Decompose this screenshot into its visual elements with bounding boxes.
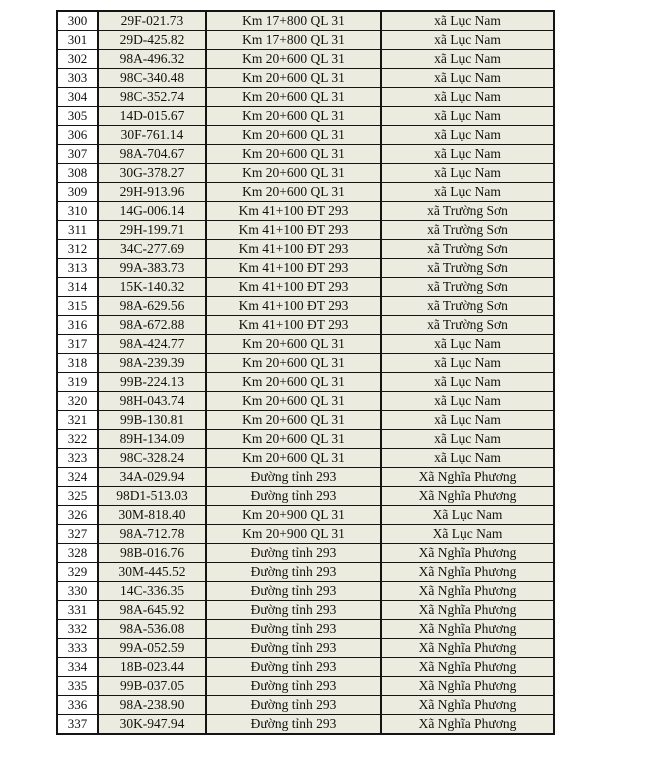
cell-license-plate: 98C-328.24 — [98, 449, 206, 468]
cell-license-plate: 98A-712.78 — [98, 525, 206, 544]
cell-violation-location: Km 41+100 ĐT 293 — [206, 278, 381, 297]
table-row — [57, 164, 554, 183]
table-row — [57, 544, 554, 563]
cell-index: 324 — [57, 468, 98, 487]
cell-license-plate: 30M-818.40 — [98, 506, 206, 525]
cell-violation-location: Đường tỉnh 293 — [206, 544, 381, 563]
cell-violation-location: Đường tỉnh 293 — [206, 468, 381, 487]
table-row — [57, 468, 554, 487]
cell-ward: xã Lục Nam — [381, 31, 554, 50]
cell-index: 316 — [57, 316, 98, 335]
cell-violation-location: Km 20+600 QL 31 — [206, 50, 381, 69]
cell-ward: xã Trường Sơn — [381, 259, 554, 278]
cell-violation-location: Đường tỉnh 293 — [206, 563, 381, 582]
cell-violation-location: Km 17+800 QL 31 — [206, 31, 381, 50]
cell-license-plate: 14D-015.67 — [98, 107, 206, 126]
cell-ward: Xã Nghĩa Phương — [381, 696, 554, 715]
cell-license-plate: 98A-645.92 — [98, 601, 206, 620]
cell-license-plate: 98A-424.77 — [98, 335, 206, 354]
cell-violation-location: Km 20+600 QL 31 — [206, 392, 381, 411]
cell-violation-location: Đường tỉnh 293 — [206, 677, 381, 696]
cell-index: 303 — [57, 69, 98, 88]
table-row — [57, 126, 554, 145]
cell-license-plate: 99B-130.81 — [98, 411, 206, 430]
cell-license-plate: 98H-043.74 — [98, 392, 206, 411]
cell-license-plate: 29F-021.73 — [98, 11, 206, 31]
cell-license-plate: 98C-340.48 — [98, 69, 206, 88]
cell-license-plate: 99B-224.13 — [98, 373, 206, 392]
table-row — [57, 525, 554, 544]
cell-index: 318 — [57, 354, 98, 373]
cell-license-plate: 98D1-513.03 — [98, 487, 206, 506]
cell-ward: xã Trường Sơn — [381, 221, 554, 240]
table-row — [57, 411, 554, 430]
cell-ward: xã Lục Nam — [381, 354, 554, 373]
table-row — [57, 316, 554, 335]
cell-index: 335 — [57, 677, 98, 696]
table-row — [57, 620, 554, 639]
cell-index: 333 — [57, 639, 98, 658]
cell-index: 301 — [57, 31, 98, 50]
cell-index: 329 — [57, 563, 98, 582]
cell-license-plate: 34A-029.94 — [98, 468, 206, 487]
cell-violation-location: Km 20+600 QL 31 — [206, 107, 381, 126]
cell-index: 311 — [57, 221, 98, 240]
cell-violation-location: Đường tỉnh 293 — [206, 582, 381, 601]
cell-ward: xã Lục Nam — [381, 373, 554, 392]
table-row — [57, 506, 554, 525]
cell-ward: xã Lục Nam — [381, 69, 554, 88]
cell-index: 323 — [57, 449, 98, 468]
table-row — [57, 373, 554, 392]
table-row — [57, 31, 554, 50]
cell-index: 307 — [57, 145, 98, 164]
cell-license-plate: 30K-947.94 — [98, 715, 206, 735]
table-row — [57, 145, 554, 164]
cell-index: 332 — [57, 620, 98, 639]
table-row — [57, 430, 554, 449]
cell-violation-location: Km 20+600 QL 31 — [206, 335, 381, 354]
cell-license-plate: 99A-052.59 — [98, 639, 206, 658]
cell-index: 321 — [57, 411, 98, 430]
cell-index: 308 — [57, 164, 98, 183]
cell-violation-location: Km 20+600 QL 31 — [206, 183, 381, 202]
cell-license-plate: 29H-913.96 — [98, 183, 206, 202]
table-row — [57, 259, 554, 278]
cell-license-plate: 98A-536.08 — [98, 620, 206, 639]
cell-violation-location: Km 41+100 ĐT 293 — [206, 202, 381, 221]
table-row — [57, 69, 554, 88]
cell-ward: xã Trường Sơn — [381, 240, 554, 259]
violation-table — [56, 10, 555, 735]
cell-index: 319 — [57, 373, 98, 392]
table-row — [57, 183, 554, 202]
table-row — [57, 354, 554, 373]
cell-index: 320 — [57, 392, 98, 411]
cell-license-plate: 98A-629.56 — [98, 297, 206, 316]
cell-index: 317 — [57, 335, 98, 354]
table-row — [57, 487, 554, 506]
cell-index: 314 — [57, 278, 98, 297]
cell-ward: Xã Nghĩa Phương — [381, 487, 554, 506]
cell-ward: xã Lục Nam — [381, 88, 554, 107]
cell-ward: Xã Nghĩa Phương — [381, 582, 554, 601]
cell-violation-location: Km 20+600 QL 31 — [206, 145, 381, 164]
cell-license-plate: 98A-704.67 — [98, 145, 206, 164]
cell-index: 312 — [57, 240, 98, 259]
cell-violation-location: Km 20+600 QL 31 — [206, 126, 381, 145]
cell-ward: xã Lục Nam — [381, 411, 554, 430]
table-row — [57, 107, 554, 126]
cell-index: 326 — [57, 506, 98, 525]
cell-ward: Xã Nghĩa Phương — [381, 677, 554, 696]
cell-ward: Xã Nghĩa Phương — [381, 639, 554, 658]
cell-license-plate: 98A-239.39 — [98, 354, 206, 373]
cell-ward: Xã Lục Nam — [381, 525, 554, 544]
table-body — [57, 11, 554, 734]
cell-index: 306 — [57, 126, 98, 145]
cell-violation-location: Đường tỉnh 293 — [206, 487, 381, 506]
cell-license-plate: 18B-023.44 — [98, 658, 206, 677]
cell-ward: xã Lục Nam — [381, 430, 554, 449]
cell-ward: xã Lục Nam — [381, 335, 554, 354]
cell-license-plate: 89H-134.09 — [98, 430, 206, 449]
table-row — [57, 278, 554, 297]
cell-license-plate: 98A-238.90 — [98, 696, 206, 715]
cell-index: 305 — [57, 107, 98, 126]
table-row — [57, 601, 554, 620]
table-row — [57, 11, 554, 31]
cell-license-plate: 30F-761.14 — [98, 126, 206, 145]
cell-index: 315 — [57, 297, 98, 316]
cell-violation-location: Km 20+600 QL 31 — [206, 449, 381, 468]
table-row — [57, 677, 554, 696]
cell-violation-location: Đường tỉnh 293 — [206, 696, 381, 715]
cell-license-plate: 15K-140.32 — [98, 278, 206, 297]
table-row — [57, 221, 554, 240]
cell-violation-location: Km 20+600 QL 31 — [206, 373, 381, 392]
cell-index: 313 — [57, 259, 98, 278]
cell-ward: xã Lục Nam — [381, 145, 554, 164]
cell-ward: Xã Nghĩa Phương — [381, 601, 554, 620]
table-row — [57, 658, 554, 677]
table-row — [57, 297, 554, 316]
cell-violation-location: Đường tỉnh 293 — [206, 658, 381, 677]
cell-license-plate: 98A-496.32 — [98, 50, 206, 69]
cell-index: 309 — [57, 183, 98, 202]
cell-violation-location: Đường tỉnh 293 — [206, 601, 381, 620]
cell-violation-location: Km 20+600 QL 31 — [206, 411, 381, 430]
cell-ward: xã Lục Nam — [381, 126, 554, 145]
cell-license-plate: 98A-672.88 — [98, 316, 206, 335]
cell-license-plate: 99B-037.05 — [98, 677, 206, 696]
cell-index: 322 — [57, 430, 98, 449]
cell-license-plate: 34C-277.69 — [98, 240, 206, 259]
cell-ward: Xã Nghĩa Phương — [381, 544, 554, 563]
cell-ward: Xã Nghĩa Phương — [381, 468, 554, 487]
table-row — [57, 563, 554, 582]
cell-license-plate: 30G-378.27 — [98, 164, 206, 183]
table-row — [57, 449, 554, 468]
cell-ward: Xã Lục Nam — [381, 506, 554, 525]
cell-index: 325 — [57, 487, 98, 506]
cell-index: 300 — [57, 11, 98, 31]
cell-ward: xã Lục Nam — [381, 449, 554, 468]
table-row — [57, 582, 554, 601]
cell-violation-location: Km 20+600 QL 31 — [206, 69, 381, 88]
table-row — [57, 335, 554, 354]
cell-license-plate: 98B-016.76 — [98, 544, 206, 563]
cell-license-plate: 99A-383.73 — [98, 259, 206, 278]
cell-ward: xã Lục Nam — [381, 183, 554, 202]
table-row — [57, 639, 554, 658]
cell-ward: Xã Nghĩa Phương — [381, 563, 554, 582]
cell-ward: xã Lục Nam — [381, 11, 554, 31]
table-row — [57, 715, 554, 735]
cell-violation-location: Km 20+600 QL 31 — [206, 164, 381, 183]
table-row — [57, 392, 554, 411]
cell-index: 304 — [57, 88, 98, 107]
cell-index: 336 — [57, 696, 98, 715]
cell-ward: xã Lục Nam — [381, 50, 554, 69]
cell-index: 328 — [57, 544, 98, 563]
cell-violation-location: Km 20+600 QL 31 — [206, 88, 381, 107]
cell-violation-location: Km 41+100 ĐT 293 — [206, 259, 381, 278]
cell-index: 310 — [57, 202, 98, 221]
cell-index: 334 — [57, 658, 98, 677]
table-row — [57, 240, 554, 259]
cell-violation-location: Km 41+100 ĐT 293 — [206, 297, 381, 316]
cell-violation-location: Km 41+100 ĐT 293 — [206, 316, 381, 335]
cell-license-plate: 30M-445.52 — [98, 563, 206, 582]
cell-license-plate: 14C-336.35 — [98, 582, 206, 601]
table-row — [57, 202, 554, 221]
cell-license-plate: 98C-352.74 — [98, 88, 206, 107]
cell-violation-location: Đường tỉnh 293 — [206, 715, 381, 735]
cell-violation-location: Km 20+600 QL 31 — [206, 354, 381, 373]
cell-ward: Xã Nghĩa Phương — [381, 620, 554, 639]
cell-license-plate: 29D-425.82 — [98, 31, 206, 50]
cell-index: 330 — [57, 582, 98, 601]
cell-index: 327 — [57, 525, 98, 544]
cell-ward: xã Trường Sơn — [381, 202, 554, 221]
violation-table-container — [56, 10, 553, 735]
cell-ward: xã Lục Nam — [381, 392, 554, 411]
cell-violation-location: Km 17+800 QL 31 — [206, 11, 381, 31]
table-row — [57, 696, 554, 715]
cell-violation-location: Km 20+900 QL 31 — [206, 525, 381, 544]
cell-ward: xã Trường Sơn — [381, 297, 554, 316]
cell-ward: xã Lục Nam — [381, 107, 554, 126]
cell-license-plate: 29H-199.71 — [98, 221, 206, 240]
cell-violation-location: Km 20+600 QL 31 — [206, 430, 381, 449]
cell-violation-location: Đường tỉnh 293 — [206, 620, 381, 639]
cell-violation-location: Km 41+100 ĐT 293 — [206, 240, 381, 259]
cell-ward: xã Trường Sơn — [381, 278, 554, 297]
cell-index: 337 — [57, 715, 98, 735]
table-row — [57, 88, 554, 107]
cell-violation-location: Km 20+900 QL 31 — [206, 506, 381, 525]
cell-violation-location: Km 41+100 ĐT 293 — [206, 221, 381, 240]
table-row — [57, 50, 554, 69]
cell-violation-location: Đường tỉnh 293 — [206, 639, 381, 658]
cell-ward: xã Trường Sơn — [381, 316, 554, 335]
cell-index: 302 — [57, 50, 98, 69]
cell-ward: xã Lục Nam — [381, 164, 554, 183]
cell-ward: Xã Nghĩa Phương — [381, 658, 554, 677]
cell-index: 331 — [57, 601, 98, 620]
cell-ward: Xã Nghĩa Phương — [381, 715, 554, 735]
cell-license-plate: 14G-006.14 — [98, 202, 206, 221]
